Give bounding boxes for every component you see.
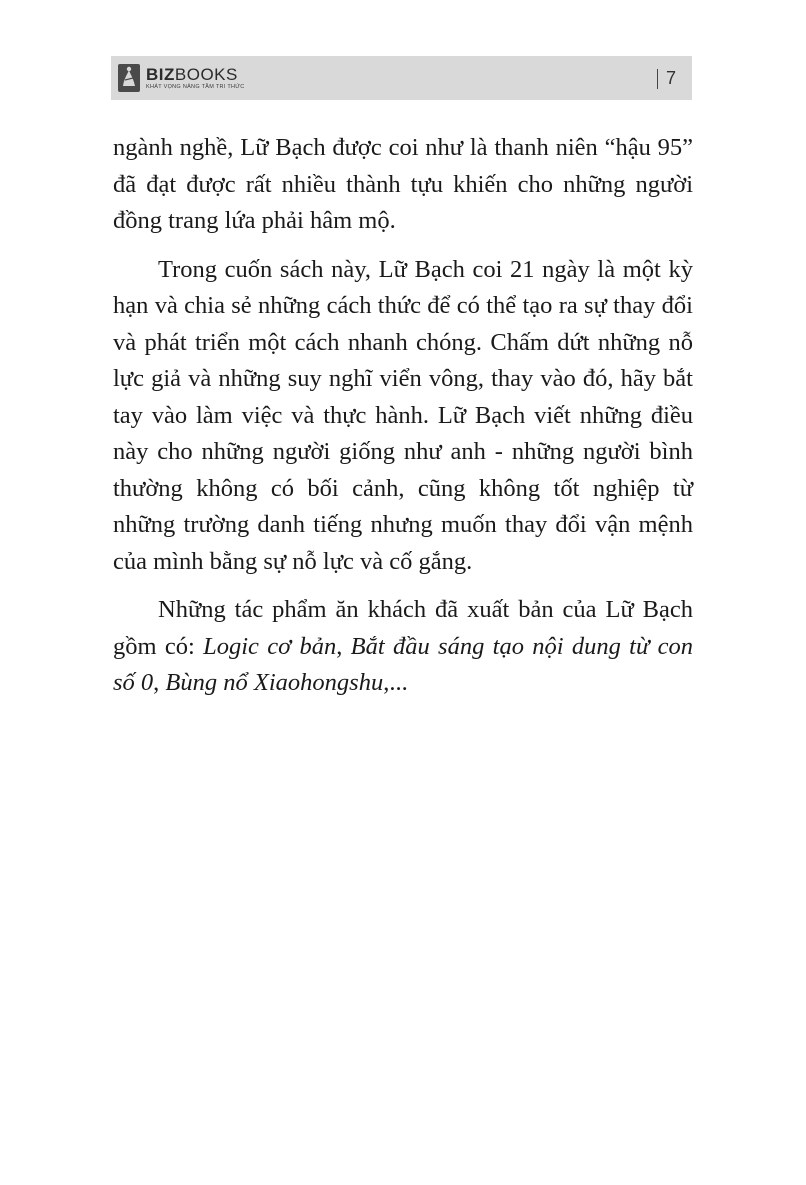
brand-name: [146, 66, 245, 83]
brand-name-strong: BIZ: [146, 64, 175, 84]
separator: ,: [336, 632, 351, 660]
body-text: [113, 130, 693, 714]
logo-text: [146, 66, 245, 91]
separator: ,: [153, 669, 166, 696]
paragraph-2: Trong cuốn sách này, Lữ Bạch coi 21 ngày là một kỳ hạn và chia sẻ những cách thức để có thể tạo ra sự thay đổi và phát triển một cách nhanh chóng. Chấm dứt những nỗ lực giả và những suy nghĩ viển vông, thay vào đó, hãy bắt tay vào làm việc và thực hành. Lữ Bạch viết những điều này cho những người giống như anh - những người bình thường không có bối cảnh, cũng không tốt nghiệp từ những trường danh tiếng nhưng muốn thay đổi vận mệnh của mình bằng sự nỗ lực và cố gắng.: [113, 255, 693, 575]
page-number-divider: [657, 69, 658, 89]
brand-name-rest: BOOKS: [174, 64, 238, 84]
paragraph-3-tail: ,...: [383, 669, 408, 696]
brand-tagline: KHÁT VỌNG NÂNG TẦM TRI THỨC: [146, 83, 245, 90]
book-title-content-from-zero: Bắt đầu sáng tạo nội dung từ con số 0: [113, 632, 694, 696]
bizbooks-logo: [118, 62, 245, 94]
paragraph-1: ngành nghề, Lữ Bạch được coi như là thanh niên “hậu 95” đã đạt được rất nhiều thành tựu khiến cho những người đồng trang lứa phải hâm mộ.: [113, 134, 693, 234]
stylized-figure-logo-icon: [118, 64, 140, 92]
book-title-xiaohongshu: Bùng nổ Xiaohongshu: [165, 669, 384, 696]
page-number: [657, 68, 676, 89]
page-number-value: 7: [665, 68, 676, 88]
book-title-logic: Logic cơ bản: [203, 632, 337, 660]
paragraph-3-lead: Những tác phẩm ăn khách đã xuất bản của Lữ Bạch gồm có:: [113, 596, 693, 660]
paragraph-3: [113, 592, 693, 702]
